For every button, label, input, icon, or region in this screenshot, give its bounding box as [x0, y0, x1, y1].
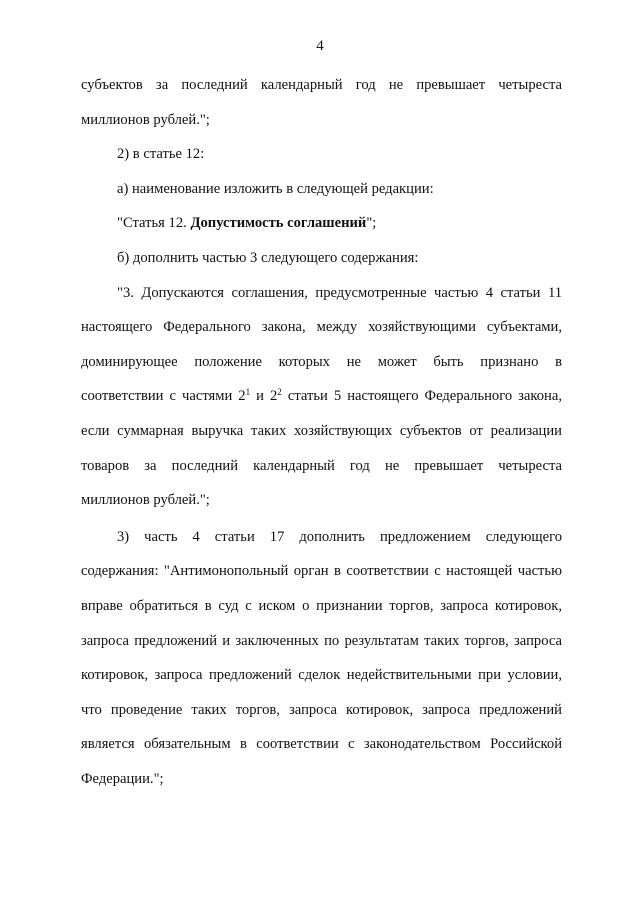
- text-fragment: статьи 5 настоящего Федерального закона,: [281, 388, 562, 405]
- article-title-prefix: "Статья 12.: [117, 215, 191, 232]
- text-line: миллионов рублей.";: [81, 111, 210, 128]
- paragraph-continuation: [81, 68, 562, 137]
- paragraph-item-a: [81, 172, 562, 207]
- text-line: "3. Допускаются соглашения, предусмотренные частью 4 статьи 11: [117, 284, 562, 301]
- text-line: вправе обратиться в суд с иском о признании торгов, запроса котировок,: [81, 597, 562, 614]
- text-line: что проведение таких торгов, запроса котировок, запроса предложений: [81, 701, 562, 718]
- text-line: доминирующее положение которых не может быть признано в: [81, 353, 562, 370]
- text-line: субъектов за последний календарный год не превышает четыреста: [81, 77, 562, 93]
- text-line: настоящего Федерального закона, между хозяйствующими субъектами,: [81, 319, 562, 336]
- text-line: 3) часть 4 статьи 17 дополнить предложением следующего: [117, 528, 562, 545]
- superscript: 2: [277, 387, 282, 398]
- paragraph-item-2: [81, 137, 562, 172]
- document-body: [81, 68, 562, 796]
- paragraph-item-3: [81, 520, 562, 797]
- text-line: Федерации.";: [81, 770, 164, 787]
- page-number: 4: [316, 38, 324, 54]
- text-line: миллионов рублей.";: [81, 492, 210, 509]
- text-line: запроса предложений и заключенных по результатам таких торгов, запроса: [81, 632, 562, 649]
- paragraph-article-title: [81, 206, 562, 241]
- text-line: содержания: "Антимонопольный орган в соответствии с настоящей частью: [81, 563, 562, 580]
- text-line: 2) в статье 12:: [117, 146, 205, 163]
- article-title-suffix: ";: [366, 215, 377, 232]
- paragraph-item-b: [81, 241, 562, 276]
- text-line: товаров за последний календарный год не превышает четыреста: [81, 457, 562, 474]
- text-line: [81, 379, 562, 414]
- text-fragment: соответствии с частями 2: [81, 388, 246, 405]
- text-line: является обязательным в соответствии с законодательством Российской: [81, 736, 562, 753]
- text-line: б) дополнить частью 3 следующего содержания:: [117, 249, 419, 266]
- text-line: а) наименование изложить в следующей редакции:: [117, 180, 434, 197]
- text-fragment: и 2: [250, 388, 278, 405]
- paragraph-part-3: [81, 276, 562, 518]
- article-title-bold: Допустимость соглашений: [190, 215, 367, 232]
- text-line: котировок, запроса предложений сделок недействительными при условии,: [81, 667, 562, 684]
- text-line: если суммарная выручка таких хозяйствующих субъектов от реализации: [81, 422, 562, 439]
- superscript: 1: [245, 387, 251, 398]
